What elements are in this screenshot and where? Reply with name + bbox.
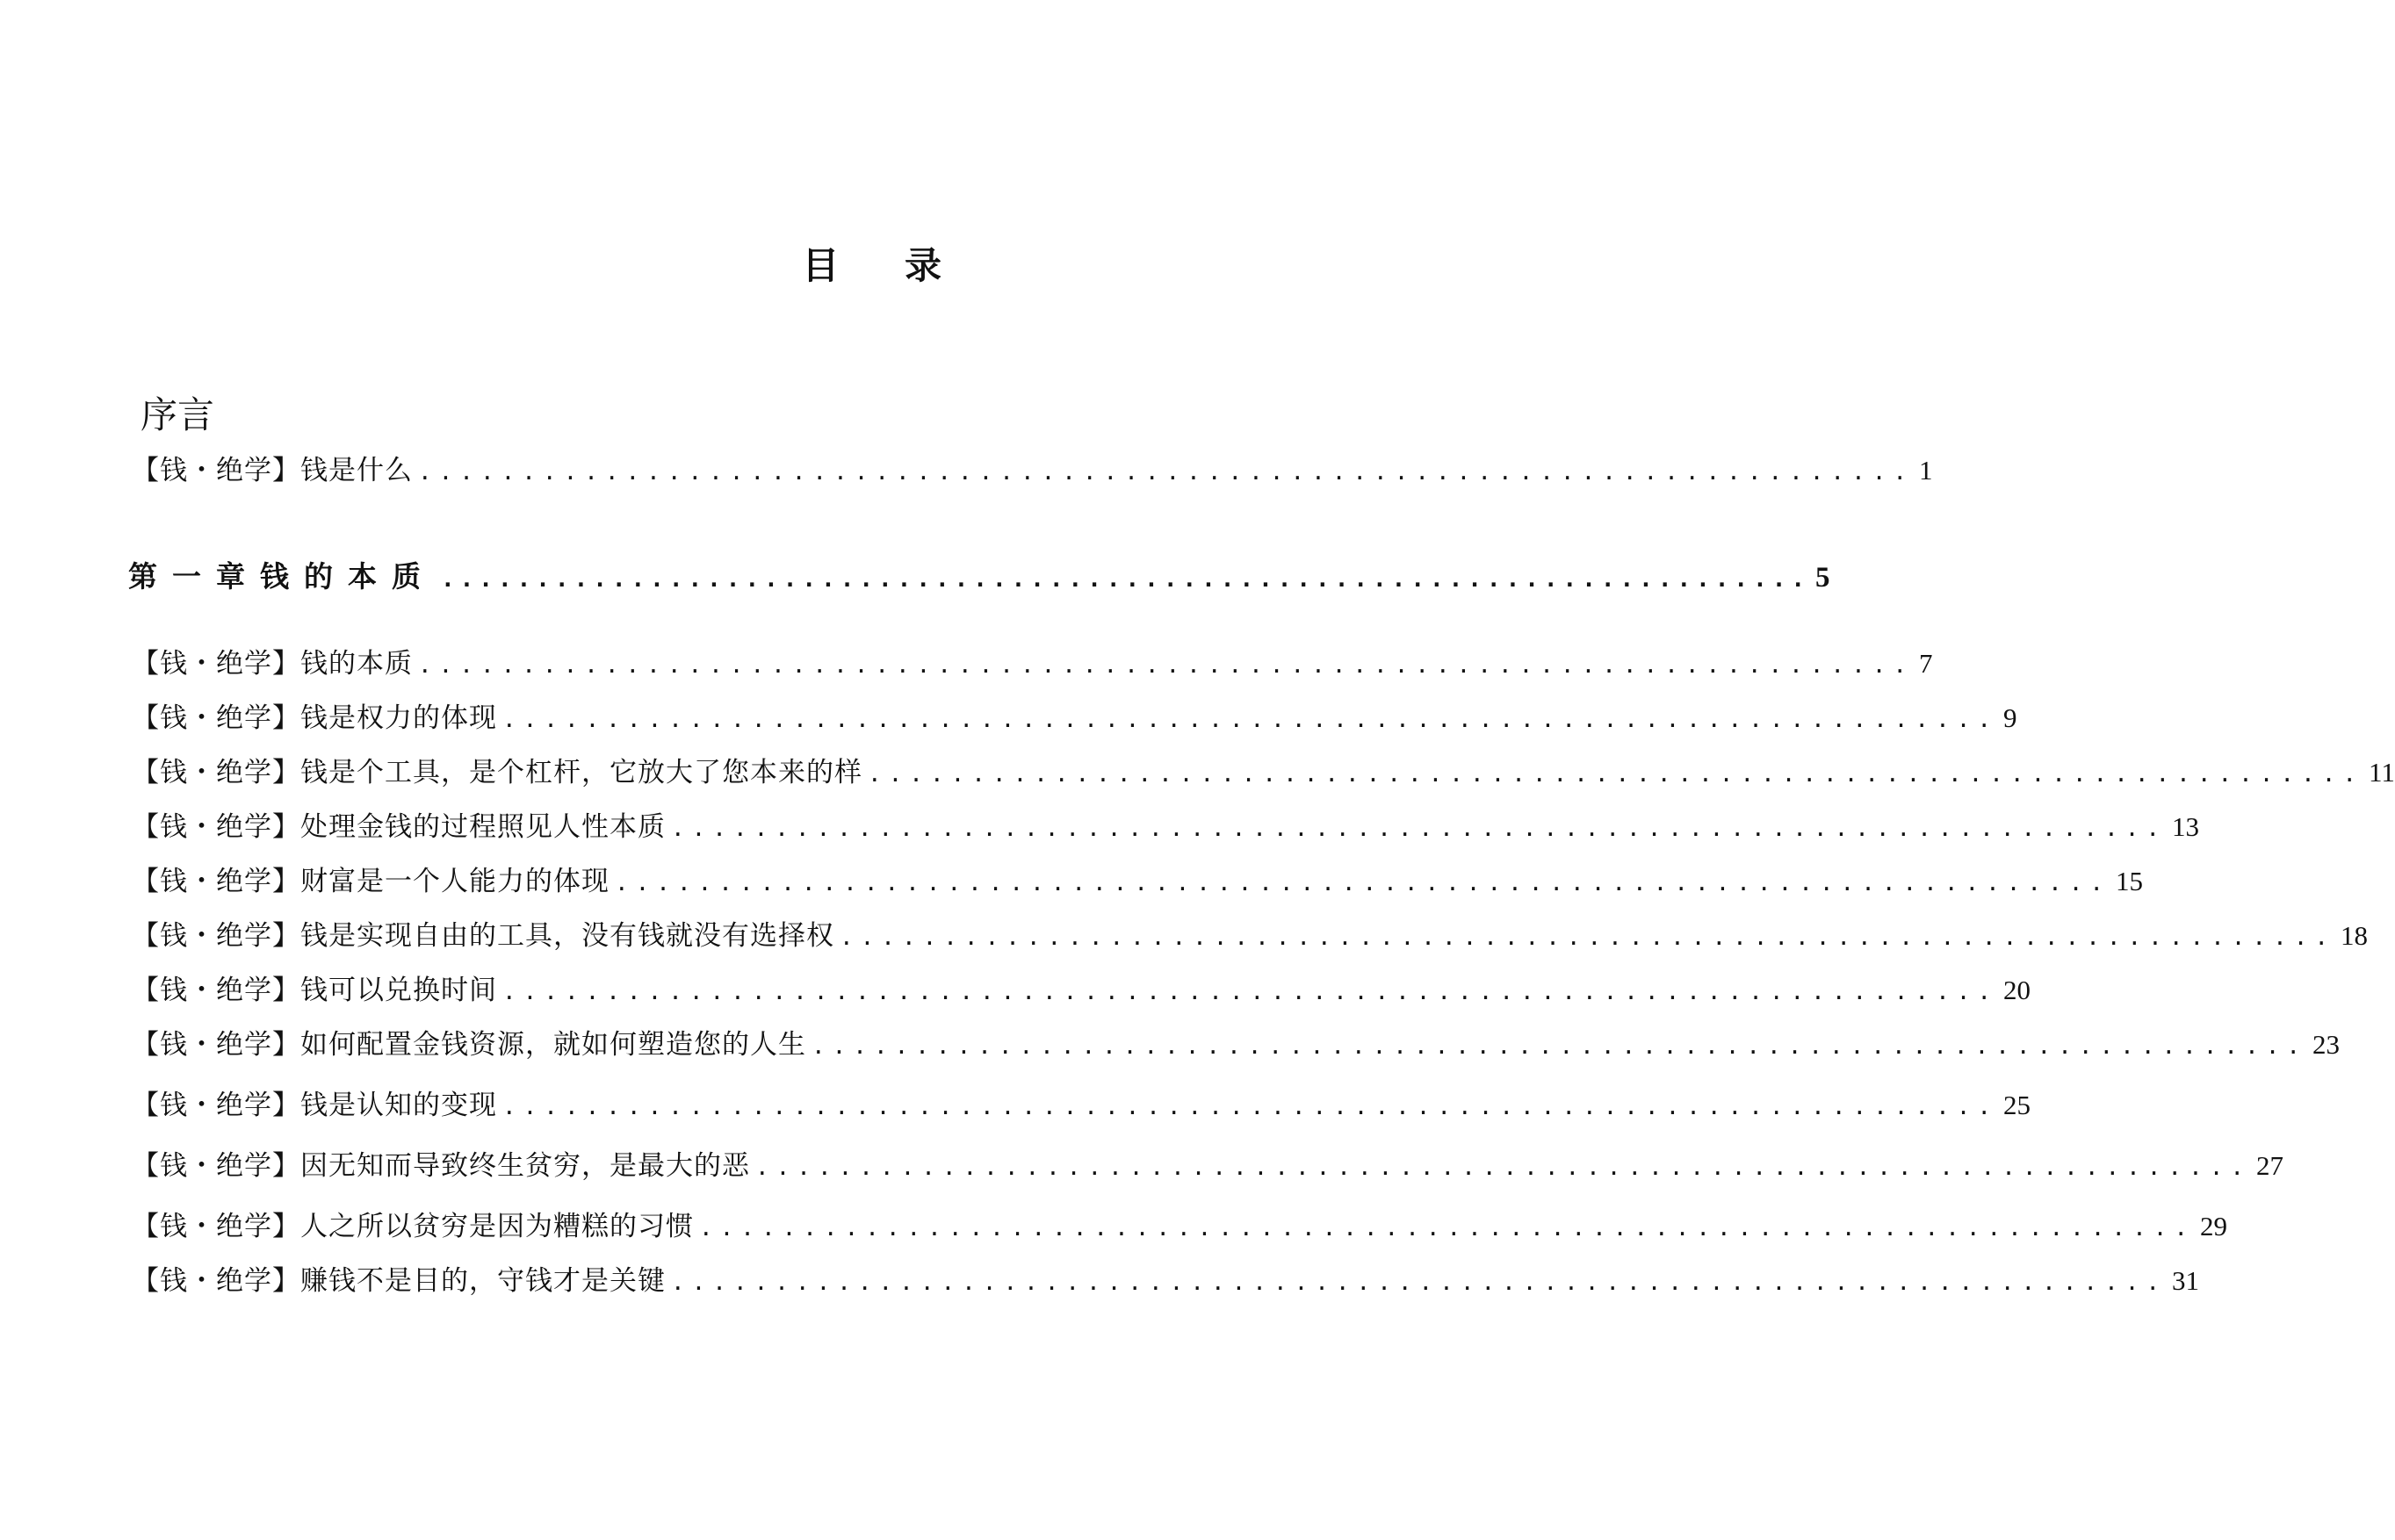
toc-entry[interactable] xyxy=(132,702,2017,734)
chapter-page: 5 xyxy=(1815,562,1830,594)
dot-leader: ........................................................................ xyxy=(699,1215,2196,1241)
chapter-title: 第一章钱的本质 xyxy=(128,559,436,594)
toc-entry-title: 【钱・绝学】钱的本质 xyxy=(132,648,413,680)
toc-entry[interactable] xyxy=(132,920,2369,952)
toc-entry[interactable] xyxy=(132,1211,2228,1242)
toc-entry[interactable] xyxy=(132,811,2200,843)
toc-entry-page: 18 xyxy=(2341,920,2369,951)
toc-entry-title: 【钱・绝学】钱是实现自由的工具，没有钱就没有选择权 xyxy=(132,920,834,952)
toc-entry-title: 【钱・绝学】如何配置金钱资源，就如何塑造您的人生 xyxy=(132,1029,806,1061)
toc-entry-title: 【钱・绝学】钱是个工具，是个杠杆，它放大了您本来的样 xyxy=(132,757,862,788)
toc-entry-page: 23 xyxy=(2312,1029,2341,1060)
toc-entry-page: 20 xyxy=(2003,975,2031,1005)
toc-entry[interactable] xyxy=(132,648,1933,680)
dot-leader: ........................................................................ xyxy=(671,1270,2168,1296)
toc-entry-title: 【钱・绝学】处理金钱的过程照见人性本质 xyxy=(132,811,666,843)
toc-entry-page: 15 xyxy=(2116,866,2144,896)
toc-entry-page: 27 xyxy=(2256,1150,2284,1181)
toc-entry-title: 【钱・绝学】因无知而导致终生贫穷，是最大的恶 xyxy=(132,1150,750,1182)
toc-entry-page: 29 xyxy=(2200,1211,2228,1241)
dot-leader: ........................................................................ xyxy=(868,761,2364,788)
dot-leader: ........................................................................ xyxy=(418,459,1915,486)
toc-entry-title: 【钱・绝学】钱是权力的体现 xyxy=(132,702,497,734)
dot-leader: ........................................................................ xyxy=(441,566,1811,593)
toc-entry[interactable] xyxy=(132,455,1933,486)
toc-entry-page: 13 xyxy=(2172,811,2200,842)
dot-leader: ........................................................................ xyxy=(502,707,1999,733)
dot-leader: ........................................................................ xyxy=(755,1155,2252,1181)
toc-entry[interactable] xyxy=(132,1150,2284,1182)
toc-entry-title: 【钱・绝学】钱是什么 xyxy=(132,455,413,486)
toc-entry[interactable] xyxy=(132,1090,2031,1121)
dot-leader: ........................................................................ xyxy=(615,870,2111,896)
toc-entry[interactable] xyxy=(132,1265,2200,1297)
toc-entry-page: 7 xyxy=(1919,648,1933,679)
toc-entry-page: 31 xyxy=(2172,1265,2200,1296)
toc-entry[interactable] xyxy=(132,866,2144,897)
dot-leader: ........................................................................ xyxy=(502,979,1999,1005)
page-title: 目 录 xyxy=(802,244,968,287)
toc-entry[interactable] xyxy=(132,975,2031,1006)
preface-heading: 序言 xyxy=(141,393,215,436)
toc-entry-page: 1 xyxy=(1919,455,1933,486)
toc-entry-title: 【钱・绝学】赚钱不是目的，守钱才是关键 xyxy=(132,1265,666,1297)
toc-entry-page: 9 xyxy=(2003,702,2017,733)
dot-leader: ........................................................................ xyxy=(812,1033,2308,1060)
toc-entry[interactable] xyxy=(132,757,2395,788)
dot-leader: ........................................................................ xyxy=(671,816,2168,842)
dot-leader: ........................................................................ xyxy=(418,652,1915,679)
toc-entry-title: 【钱・绝学】钱是认知的变现 xyxy=(132,1090,497,1121)
toc-entry-title: 【钱・绝学】人之所以贫穷是因为糟糕的习惯 xyxy=(132,1211,694,1242)
toc-entry-title: 【钱・绝学】钱可以兑换时间 xyxy=(132,975,497,1006)
toc-entry-page: 11 xyxy=(2369,757,2395,788)
dot-leader: ........................................................................ xyxy=(502,1094,1999,1120)
toc-entry-page: 25 xyxy=(2003,1090,2031,1120)
toc-entry[interactable] xyxy=(132,1029,2341,1061)
toc-chapter[interactable] xyxy=(128,559,1830,594)
dot-leader: ........................................................................ xyxy=(840,925,2336,951)
toc-entry-title: 【钱・绝学】财富是一个人能力的体现 xyxy=(132,866,610,897)
